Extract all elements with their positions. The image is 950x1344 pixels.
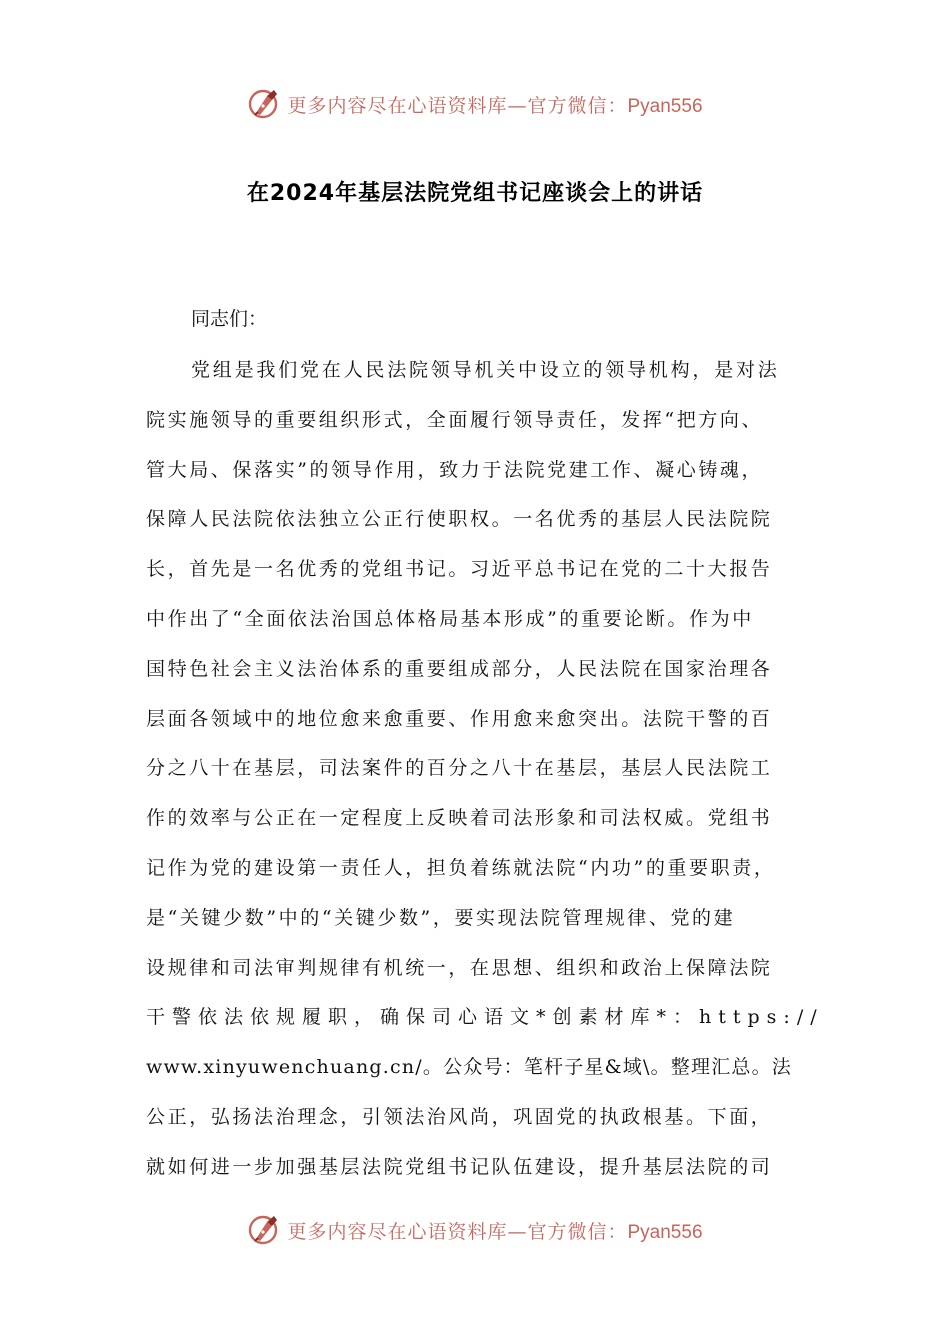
pen-nib-logo-icon	[247, 86, 283, 122]
body-line: 是“关键少数”中的“关键少数”，要实现法院管理规律、党的建	[146, 906, 736, 929]
body-line: 国特色社会主义法治体系的重要组成部分，人民法院在国家治理各	[146, 657, 773, 680]
body-line: 公正，弘扬法治理念，引领法治风尚，巩固党的执政根基。下面，	[146, 1105, 773, 1128]
body-line: 分之八十在基层，司法案件的百分之八十在基层，基层人民法院工	[146, 757, 773, 780]
footer-wechat-id: Pyan556	[627, 1221, 703, 1243]
body-line: www.xinyuwenchuang.cn/。公众号：笔杆子星&域\。整理汇总。法	[146, 1056, 792, 1079]
document-body	[146, 346, 824, 1193]
footer-banner	[0, 1208, 950, 1252]
body-line: 就如何进一步加强基层法院党组书记队伍建设，提升基层法院的司	[146, 1155, 773, 1178]
header-banner	[0, 82, 950, 126]
body-line: 中作出了“全面依法治国总体格局基本形成”的重要论断。作为中	[146, 607, 754, 630]
body-line: 记作为党的建设第一责任人，担负着练就法院“内功”的重要职责，	[146, 856, 776, 879]
body-line: 设规律和司法审判规律有机统一，在思想、组织和政治上保障法院	[146, 956, 773, 979]
header-banner-text	[287, 91, 702, 118]
salutation: 同志们：	[191, 308, 268, 330]
body-line: 长，首先是一名优秀的党组书记。习近平总书记在党的二十大报告	[146, 558, 773, 581]
document-title: 在2024年基层法院党组书记座谈会上的讲话	[246, 181, 704, 206]
body-line: 干警依法依规履职，确保司心语文*创素材库*：https://	[146, 1006, 824, 1029]
body-line: 保障人民法院依法独立公正行使职权。一名优秀的基层人民法院院	[146, 508, 773, 531]
body-line: 作的效率与公正在一定程度上反映着司法形象和司法权威。党组书	[146, 807, 773, 830]
pen-nib-logo-icon	[247, 1212, 283, 1248]
footer-banner-label: 更多内容尽在心语资料库—官方微信：	[287, 1220, 628, 1243]
body-line: 院实施领导的重要组织形式，全面履行领导责任，发挥“把方向、	[146, 408, 764, 431]
body-line: 党组是我们党在人民法院领导机关中设立的领导机构，是对法	[191, 359, 780, 381]
header-wechat-id: Pyan556	[627, 95, 703, 117]
footer-banner-text	[287, 1217, 702, 1244]
body-line: 层面各领域中的地位愈来愈重要、作用愈来愈突出。法院干警的百	[146, 707, 773, 730]
body-line: 管大局、保落实”的领导作用，致力于法院党建工作、凝心铸魂，	[146, 458, 764, 481]
header-banner-label: 更多内容尽在心语资料库—官方微信：	[287, 94, 628, 117]
